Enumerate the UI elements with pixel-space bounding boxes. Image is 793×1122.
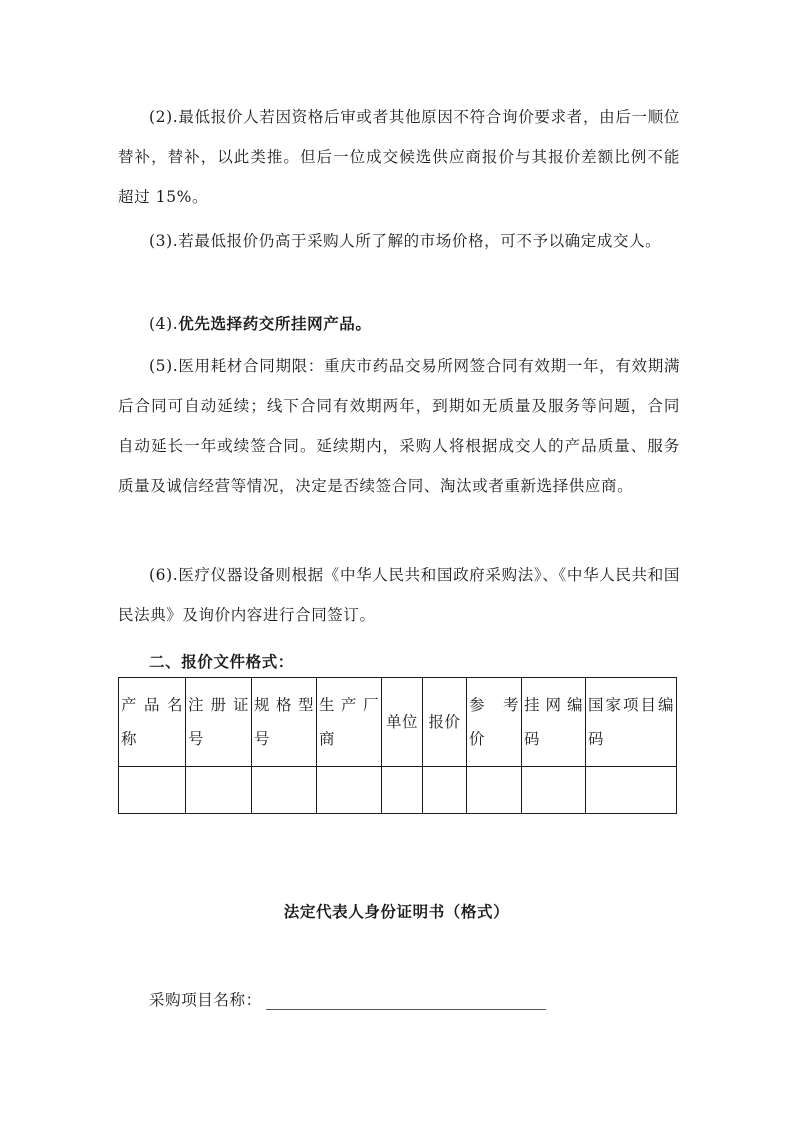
table-cell[interactable] (382, 767, 423, 814)
table-cell[interactable] (467, 767, 522, 814)
header-unit: 单位 (382, 678, 423, 767)
table-cell[interactable] (586, 767, 677, 814)
procurement-project-name-field (149, 988, 546, 1010)
header-specification-model: 规格型号 (252, 678, 317, 767)
header-manufacturer: 生产厂商 (317, 678, 382, 767)
table-cell[interactable] (186, 767, 252, 814)
header-listing-code: 挂网编码 (522, 678, 586, 767)
header-product-name: 产品名称 (119, 678, 186, 767)
paragraph-5: (5).医用耗材合同期限：重庆市药品交易所网签合同有效期一年，有效期满后合同可自动延续；线下合同有效期两年，到期如无质量及服务等问题，合同自动延长一年或续签合同。延续期内，采购人将根据成交人的产品质量、服务质量及诚信经营等情况，决定是否续签合同、淘汰或者重新选择供应商。 (118, 357, 680, 495)
table-cell[interactable] (317, 767, 382, 814)
table-cell[interactable] (423, 767, 467, 814)
table-cell[interactable] (522, 767, 586, 814)
field-label: 采购项目名称： (149, 991, 262, 1009)
section-heading: 二、报价文件格式： (149, 652, 294, 671)
table-cell[interactable] (252, 767, 317, 814)
header-reference-price: 参 考价 (467, 678, 522, 767)
document-title: 法定代表人身份证明书（格式） (283, 902, 510, 921)
paragraph-2: (2).最低报价人若因资格后审或者其他原因不符合询价要求者，由后一顺位替补，替补，以此类推。但后一位成交候选供应商报价与其报价差额比例不能超过 15%。 (118, 108, 680, 206)
header-quote-price: 报价 (423, 678, 467, 767)
paragraph-3: (3).若最低报价仍高于采购人所了解的市场价格，可不予以确定成交人。 (149, 232, 662, 250)
header-registration-number: 注册证号 (186, 678, 252, 767)
table-row (119, 767, 677, 814)
blank-fill-line[interactable] (266, 991, 546, 1010)
paragraph-6: (6).医疗仪器设备则根据《中华人民共和国政府采购法》、《中华人民共和国民法典》及询价内容进行合同签订。 (118, 566, 680, 624)
header-national-project-code: 国家项目编码 (586, 678, 677, 767)
quote-format-table (118, 677, 677, 814)
paragraph-4-bold-text: 优先选择药交所挂网产品。 (178, 314, 372, 333)
table-cell[interactable] (119, 767, 186, 814)
paragraph-4-prefix: (4). (149, 315, 179, 333)
table-header-row (119, 678, 677, 767)
paragraph-4 (118, 304, 680, 344)
